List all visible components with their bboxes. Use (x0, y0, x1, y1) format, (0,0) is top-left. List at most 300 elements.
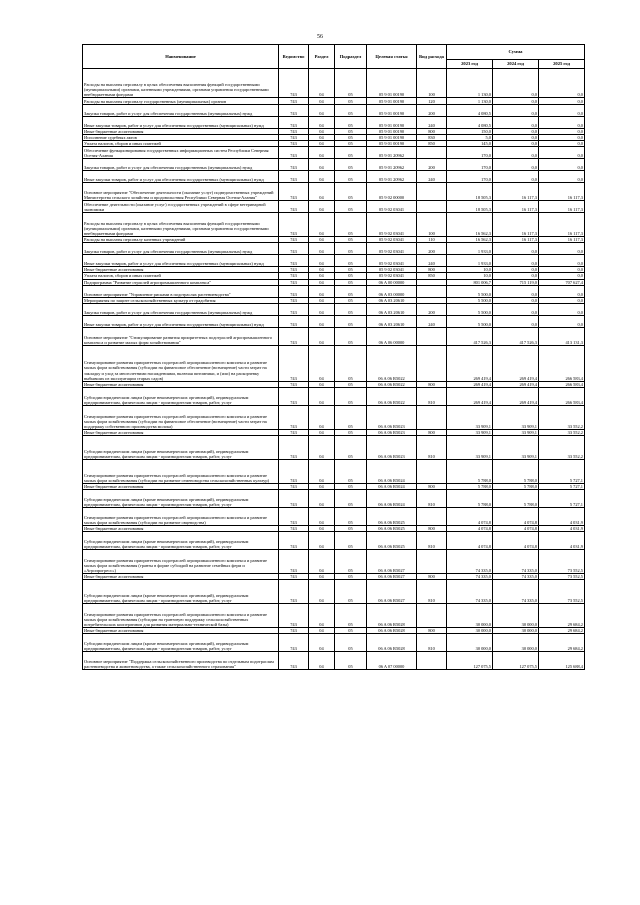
row-section: 04 (309, 267, 335, 273)
row-section: 04 (309, 171, 335, 183)
row-name: Основное мероприятие "Поддержка сельскохозяйственного производства по отдельным подотраслям растениеводства и животноводства, а также сельскохозяйственного страхования" (83, 652, 279, 670)
row-sum-2025: 0,0 (539, 129, 585, 135)
col-header-target: Целевая статья (367, 45, 417, 69)
row-subsection: 05 (335, 345, 367, 381)
row-dept: 743 (279, 237, 309, 243)
row-name: Субсидии юридическим лицам (кроме некоммерческих организаций), индивидуальным предпринимателям, физическим лицам - производителям товаров, работ, услуг (83, 387, 279, 405)
row-target: 05 9 02 03041 (367, 267, 417, 273)
row-sum-2024: 0,0 (493, 243, 539, 255)
row-exp-type: 810 (417, 580, 447, 604)
row-section: 04 (309, 279, 335, 285)
row-sum-2025: 0,0 (539, 273, 585, 279)
row-dept: 743 (279, 69, 309, 98)
row-target: 05 9 01 00190 (367, 117, 417, 129)
row-target: 05 9 01 00190 (367, 135, 417, 141)
row-subsection: 05 (335, 604, 367, 628)
row-sum-2025: 0,0 (539, 171, 585, 183)
row-sum-2025: 33 552,2 (539, 429, 585, 435)
row-exp-type: 240 (417, 171, 447, 183)
table-row (83, 435, 585, 459)
row-sum-2025: 266 583,4 (539, 345, 585, 381)
row-name: Закупка товаров, работ и услуг для обеспечения государственных (муниципальных) нужд (83, 243, 279, 255)
table-row (83, 98, 585, 105)
row-section: 04 (309, 483, 335, 489)
row-target: 05 9 02 03041 (367, 243, 417, 255)
row-dept: 743 (279, 273, 309, 279)
row-exp-type: 850 (417, 141, 447, 147)
row-sum-2025: 5 727,1 (539, 459, 585, 483)
row-target: 05 9 01 00190 (367, 129, 417, 135)
row-name: Стимулирование развития приоритетных подотраслей агропромышленного комплекса и развитие малых форм хозяйствования (субсидии на развитие семеноводства сельскохозяйственных культур) (83, 459, 279, 483)
row-sum-2023: 30 000,0 (447, 628, 493, 634)
row-target: 05 9 01 00190 (367, 141, 417, 147)
row-dept: 743 (279, 255, 309, 267)
row-dept: 743 (279, 604, 309, 628)
row-sum-2024: 0,0 (493, 285, 539, 297)
row-sum-2025: 0,0 (539, 315, 585, 327)
row-dept: 743 (279, 105, 309, 117)
row-sum-2023: 150,0 (447, 129, 493, 135)
row-sum-2024: 5 788,0 (493, 459, 539, 483)
row-dept: 743 (279, 574, 309, 580)
row-dept: 743 (279, 183, 309, 201)
row-sum-2023: 269 419,4 (447, 345, 493, 381)
table-row (83, 387, 585, 405)
row-dept: 743 (279, 243, 309, 255)
table-row (83, 580, 585, 604)
row-sum-2024: 0,0 (493, 303, 539, 315)
row-sum-2025: 73 552,5 (539, 580, 585, 604)
row-name: Субсидии юридическим лицам (кроме некоммерческих организаций), индивидуальным предпринимателям, физическим лицам - производителям товаров, работ, услуг (83, 532, 279, 550)
row-sum-2023: 170,0 (447, 147, 493, 159)
row-exp-type: 240 (417, 315, 447, 327)
row-subsection: 05 (335, 315, 367, 327)
row-section: 04 (309, 435, 335, 459)
row-exp-type (417, 201, 447, 213)
row-sum-2025: 4 031,9 (539, 532, 585, 550)
row-name: Расходы на выплаты персоналу казенных учреждений (83, 237, 279, 243)
row-section: 04 (309, 141, 335, 147)
row-name: Стимулирование развития приоритетных подотраслей агропромышленного комплекса и развитие малых форм хозяйствования (субсидии на финансовое обеспечение (возмещение) части затрат на поддержку собственного производства молока) (83, 405, 279, 429)
row-dept: 743 (279, 550, 309, 574)
row-exp-type: 200 (417, 303, 447, 315)
row-sum-2024: 74 335,0 (493, 550, 539, 574)
row-section: 04 (309, 129, 335, 135)
row-sum-2024: 269 419,4 (493, 381, 539, 387)
row-section: 04 (309, 526, 335, 532)
col-header-sum: Сумма (447, 45, 585, 60)
row-subsection: 05 (335, 159, 367, 171)
row-sum-2023: 5 500,0 (447, 315, 493, 327)
row-sum-2025: 29 684,2 (539, 628, 585, 634)
row-target: 06 A 03 20610 (367, 303, 417, 315)
table-row (83, 201, 585, 213)
row-section: 04 (309, 604, 335, 628)
row-sum-2024: 33 909,1 (493, 405, 539, 429)
row-subsection: 05 (335, 381, 367, 387)
row-sum-2025: 73 552,5 (539, 574, 585, 580)
row-subsection: 05 (335, 267, 367, 273)
row-section: 04 (309, 429, 335, 435)
row-target: 06 A 03 00000 (367, 285, 417, 297)
row-dept: 743 (279, 285, 309, 297)
row-exp-type: 120 (417, 98, 447, 105)
row-section: 04 (309, 550, 335, 574)
row-target: 05 9 02 03041 (367, 273, 417, 279)
row-target: 05 9 02 00000 (367, 183, 417, 201)
row-sum-2023: 127 075,5 (447, 652, 493, 670)
row-exp-type: 100 (417, 69, 447, 98)
row-dept: 743 (279, 634, 309, 652)
row-exp-type: 200 (417, 105, 447, 117)
row-target: 05 9 02 03041 (367, 201, 417, 213)
table-row (83, 315, 585, 327)
row-section: 04 (309, 147, 335, 159)
row-sum-2024: 127 075,5 (493, 652, 539, 670)
row-name: Обеспечение функционирования государственных информационных систем Республики Северная Осетия-Алания (83, 147, 279, 159)
row-target: 05 9 01 20962 (367, 171, 417, 183)
table-row (83, 105, 585, 117)
row-sum-2025: 0,0 (539, 159, 585, 171)
row-target: 05 9 01 20962 (367, 159, 417, 171)
row-dept: 743 (279, 141, 309, 147)
row-target: 06 A 06 00000 (367, 327, 417, 345)
row-sum-2025: 4 031,9 (539, 526, 585, 532)
row-exp-type: 800 (417, 429, 447, 435)
row-section: 04 (309, 237, 335, 243)
row-exp-type (417, 652, 447, 670)
row-sum-2023: 1 933,0 (447, 243, 493, 255)
row-dept: 743 (279, 267, 309, 273)
table-row (83, 159, 585, 171)
row-sum-2024: 0,0 (493, 297, 539, 303)
row-dept: 743 (279, 129, 309, 135)
table-row (83, 652, 585, 670)
row-subsection: 05 (335, 490, 367, 508)
row-target: 06 A 06 R5028 (367, 628, 417, 634)
row-sum-2025: 33 552,2 (539, 405, 585, 429)
row-name: Закупка товаров, работ и услуг для обеспечения государственных (муниципальных) нужд (83, 303, 279, 315)
row-sum-2023: 1 130,0 (447, 69, 493, 98)
row-dept: 743 (279, 201, 309, 213)
row-sum-2025: 0,0 (539, 98, 585, 105)
row-sum-2024: 33 909,1 (493, 435, 539, 459)
row-exp-type (417, 459, 447, 483)
row-name: Исполнение судебных актов (83, 135, 279, 141)
row-subsection: 05 (335, 273, 367, 279)
row-target: 06 A 00 00000 (367, 279, 417, 285)
row-sum-2024: 269 419,4 (493, 345, 539, 381)
row-subsection: 05 (335, 279, 367, 285)
row-section: 04 (309, 315, 335, 327)
row-name: Основное мероприятие "Управление рисками в подотраслях растениеводства" (83, 285, 279, 297)
row-name: Субсидии юридическим лицам (кроме некоммерческих организаций), индивидуальным предпринимателям, физическим лицам - производителям товаров, работ, услуг (83, 435, 279, 459)
row-sum-2023: 4 074,8 (447, 526, 493, 532)
row-section: 04 (309, 303, 335, 315)
row-exp-type: 800 (417, 483, 447, 489)
row-dept: 743 (279, 315, 309, 327)
row-target: 06 A 06 R5024 (367, 483, 417, 489)
row-sum-2023: 5 500,0 (447, 285, 493, 297)
row-exp-type (417, 327, 447, 345)
row-sum-2025: 0,0 (539, 303, 585, 315)
row-sum-2024: 74 335,0 (493, 580, 539, 604)
row-dept: 743 (279, 532, 309, 550)
row-subsection: 05 (335, 628, 367, 634)
row-dept: 743 (279, 213, 309, 237)
table-row (83, 285, 585, 297)
table-row (83, 345, 585, 381)
row-section: 04 (309, 201, 335, 213)
row-dept: 743 (279, 526, 309, 532)
row-sum-2025: 16 117,3 (539, 183, 585, 201)
row-exp-type (417, 405, 447, 429)
row-dept: 743 (279, 387, 309, 405)
row-exp-type (417, 285, 447, 297)
row-sum-2025: 125 688,4 (539, 652, 585, 670)
row-dept: 743 (279, 483, 309, 489)
row-sum-2024: 4 074,8 (493, 532, 539, 550)
row-target: 06 A 06 R5025 (367, 532, 417, 550)
row-dept: 743 (279, 405, 309, 429)
row-sum-2023: 30 000,0 (447, 604, 493, 628)
row-sum-2024: 715 119,0 (493, 279, 539, 285)
row-subsection: 05 (335, 532, 367, 550)
row-sum-2024: 0,0 (493, 273, 539, 279)
row-section: 04 (309, 273, 335, 279)
row-name: Субсидии юридическим лицам (кроме некоммерческих организаций), индивидуальным предпринимателям, физическим лицам - производителям товаров, работ, услуг (83, 580, 279, 604)
table-row (83, 243, 585, 255)
row-target: 05 9 02 03041 (367, 255, 417, 267)
row-target: 06 A 06 R5028 (367, 604, 417, 628)
row-exp-type: 200 (417, 243, 447, 255)
row-subsection: 05 (335, 429, 367, 435)
row-subsection: 05 (335, 405, 367, 429)
row-dept: 743 (279, 459, 309, 483)
row-exp-type: 810 (417, 490, 447, 508)
row-sum-2025: 0,0 (539, 255, 585, 267)
row-target: 06 A 06 R5022 (367, 345, 417, 381)
table-row (83, 117, 585, 129)
row-sum-2025: 266 583,4 (539, 381, 585, 387)
row-sum-2025: 0,0 (539, 147, 585, 159)
row-subsection: 05 (335, 459, 367, 483)
row-name: Стимулирование развития приоритетных подотраслей агропромышленного комплекса и развитие малых форм хозяйствования (субсидии на развитие овцеводства) (83, 508, 279, 526)
row-section: 04 (309, 183, 335, 201)
row-sum-2025: 5 727,1 (539, 490, 585, 508)
row-sum-2024: 0,0 (493, 105, 539, 117)
row-sum-2024: 33 909,1 (493, 429, 539, 435)
row-exp-type: 810 (417, 532, 447, 550)
row-sum-2024: 0,0 (493, 98, 539, 105)
row-section: 04 (309, 285, 335, 297)
row-sum-2024: 0,0 (493, 315, 539, 327)
row-sum-2025: 29 684,2 (539, 634, 585, 652)
row-name: Закупка товаров, работ и услуг для обеспечения государственных (муниципальных) нужд (83, 159, 279, 171)
row-name: Стимулирование развития приоритетных подотраслей агропромышленного комплекса и развитие малых форм хозяйствования (гранты в форме субсидий на развитие семейных ферм и «Агропрогресс») (83, 550, 279, 574)
row-sum-2023: 170,0 (447, 171, 493, 183)
row-dept: 743 (279, 303, 309, 315)
row-subsection: 05 (335, 580, 367, 604)
row-sum-2023: 74 335,0 (447, 574, 493, 580)
row-name: Иные бюджетные ассигнования (83, 429, 279, 435)
row-sum-2023: 5 500,0 (447, 303, 493, 315)
row-sum-2023: 269 419,4 (447, 381, 493, 387)
row-sum-2023: 5 788,0 (447, 490, 493, 508)
row-exp-type: 800 (417, 267, 447, 273)
col-header-name: Наименование (83, 45, 279, 69)
row-section: 04 (309, 117, 335, 129)
row-subsection: 05 (335, 183, 367, 201)
row-name: Мероприятия по защите сельскохозяйственных культур от градобития (83, 297, 279, 303)
row-exp-type (417, 550, 447, 574)
row-sum-2024: 0,0 (493, 255, 539, 267)
row-target: 06 A 06 R5025 (367, 508, 417, 526)
row-sum-2025: 0,0 (539, 105, 585, 117)
row-name: Уплата налогов, сборов и иных платежей (83, 273, 279, 279)
row-exp-type: 110 (417, 237, 447, 243)
row-sum-2023: 145,0 (447, 141, 493, 147)
table-row (83, 327, 585, 345)
row-sum-2023: 16 562,3 (447, 213, 493, 237)
row-target: 05 9 01 20962 (367, 147, 417, 159)
row-dept: 743 (279, 279, 309, 285)
table-row (83, 183, 585, 201)
row-dept: 743 (279, 435, 309, 459)
row-subsection: 05 (335, 526, 367, 532)
row-sum-2023: 1 130,0 (447, 98, 493, 105)
row-name: Уплата налогов, сборов и иных платежей (83, 141, 279, 147)
row-sum-2025: 0,0 (539, 285, 585, 297)
row-section: 04 (309, 628, 335, 634)
row-sum-2023: 1 933,0 (447, 255, 493, 267)
row-sum-2023: 10,0 (447, 273, 493, 279)
row-section: 04 (309, 490, 335, 508)
row-subsection: 05 (335, 243, 367, 255)
row-name: Основное мероприятие "Стимулирование развития приоритетных подотраслей агропромышленного комплекса и развитие малых форм хозяйствования" (83, 327, 279, 345)
row-section: 04 (309, 213, 335, 237)
row-section: 04 (309, 405, 335, 429)
row-name: Подпрограмма "Развитие отраслей агропромышленного комплекса" (83, 279, 279, 285)
col-header-dept: Ведомство (279, 45, 309, 69)
row-exp-type: 810 (417, 634, 447, 652)
row-target: 06 A 06 R5027 (367, 574, 417, 580)
row-name: Закупка товаров, работ и услуг для обеспечения государственных (муниципальных) нужд (83, 105, 279, 117)
col-header-subsection: Подраздел (335, 45, 367, 69)
row-section: 04 (309, 135, 335, 141)
row-name: Иные бюджетные ассигнования (83, 574, 279, 580)
row-sum-2025: 29 684,2 (539, 604, 585, 628)
row-sum-2023: 801 006,7 (447, 279, 493, 285)
row-sum-2024: 0,0 (493, 129, 539, 135)
row-dept: 743 (279, 429, 309, 435)
row-sum-2024: 30 000,0 (493, 628, 539, 634)
row-sum-2023: 4 074,8 (447, 508, 493, 526)
row-sum-2023: 417 526,3 (447, 327, 493, 345)
row-target: 05 9 01 00190 (367, 69, 417, 98)
row-section: 04 (309, 574, 335, 580)
row-exp-type: 850 (417, 273, 447, 279)
table-row (83, 532, 585, 550)
row-sum-2023: 33 909,1 (447, 429, 493, 435)
row-sum-2024: 0,0 (493, 117, 539, 129)
table-body (83, 69, 585, 670)
row-target: 06 A 06 R5027 (367, 580, 417, 604)
row-sum-2023: 33 909,1 (447, 405, 493, 429)
row-target: 06 A 06 R5024 (367, 490, 417, 508)
row-target: 06 A 06 R5023 (367, 405, 417, 429)
row-subsection: 05 (335, 634, 367, 652)
row-name: Стимулирование развития приоритетных подотраслей агропромышленного комплекса и развитие малых форм хозяйствования (субсидии на финансовое обеспечение (возмещение) части затрат на закладку и уход за многолетними насаждениями, включая питомники, и (или) на раскорчевку выбывших из эксплуатации старых садов) (83, 345, 279, 381)
row-section: 04 (309, 98, 335, 105)
row-sum-2025: 16 117,3 (539, 201, 585, 213)
row-sum-2023: 33 909,1 (447, 435, 493, 459)
row-subsection: 05 (335, 69, 367, 98)
row-target: 06 A 06 R5025 (367, 526, 417, 532)
row-sum-2023: 74 335,0 (447, 580, 493, 604)
row-sum-2024: 30 000,0 (493, 604, 539, 628)
row-dept: 743 (279, 171, 309, 183)
row-sum-2023: 170,0 (447, 159, 493, 171)
row-exp-type: 800 (417, 526, 447, 532)
row-subsection: 05 (335, 508, 367, 526)
table-row (83, 550, 585, 574)
row-sum-2024: 417 526,3 (493, 327, 539, 345)
row-dept: 743 (279, 580, 309, 604)
table-row (83, 255, 585, 267)
row-subsection: 05 (335, 141, 367, 147)
row-subsection: 05 (335, 483, 367, 489)
row-sum-2024: 16 117,3 (493, 213, 539, 237)
row-name: Иные бюджетные ассигнования (83, 267, 279, 273)
row-sum-2024: 16 117,3 (493, 201, 539, 213)
row-exp-type: 100 (417, 213, 447, 237)
row-sum-2024: 4 074,8 (493, 508, 539, 526)
table-row (83, 303, 585, 315)
row-target: 06 A 06 R5022 (367, 387, 417, 405)
row-exp-type: 800 (417, 574, 447, 580)
row-target: 05 9 02 03041 (367, 213, 417, 237)
row-section: 04 (309, 297, 335, 303)
row-sum-2024: 5 788,0 (493, 483, 539, 489)
row-sum-2025: 0,0 (539, 243, 585, 255)
row-exp-type: 800 (417, 129, 447, 135)
row-name: Иные бюджетные ассигнования (83, 381, 279, 387)
row-sum-2024: 0,0 (493, 267, 539, 273)
row-target: 06 A 06 R5028 (367, 634, 417, 652)
row-dept: 743 (279, 381, 309, 387)
row-exp-type: 810 (417, 435, 447, 459)
row-sum-2023: 18 505,3 (447, 201, 493, 213)
row-sum-2023: 4 080,5 (447, 117, 493, 129)
row-exp-type: 240 (417, 117, 447, 129)
row-exp-type: 800 (417, 381, 447, 387)
row-sum-2024: 4 074,8 (493, 526, 539, 532)
row-sum-2023: 5,0 (447, 135, 493, 141)
row-subsection: 05 (335, 105, 367, 117)
row-subsection: 05 (335, 98, 367, 105)
row-section: 04 (309, 327, 335, 345)
row-sum-2024: 16 117,3 (493, 237, 539, 243)
table-row (83, 459, 585, 483)
row-dept: 743 (279, 508, 309, 526)
row-sum-2024: 5 788,0 (493, 490, 539, 508)
row-sum-2025: 0,0 (539, 141, 585, 147)
row-section: 04 (309, 255, 335, 267)
row-subsection: 05 (335, 255, 367, 267)
row-section: 04 (309, 243, 335, 255)
row-exp-type: 810 (417, 387, 447, 405)
